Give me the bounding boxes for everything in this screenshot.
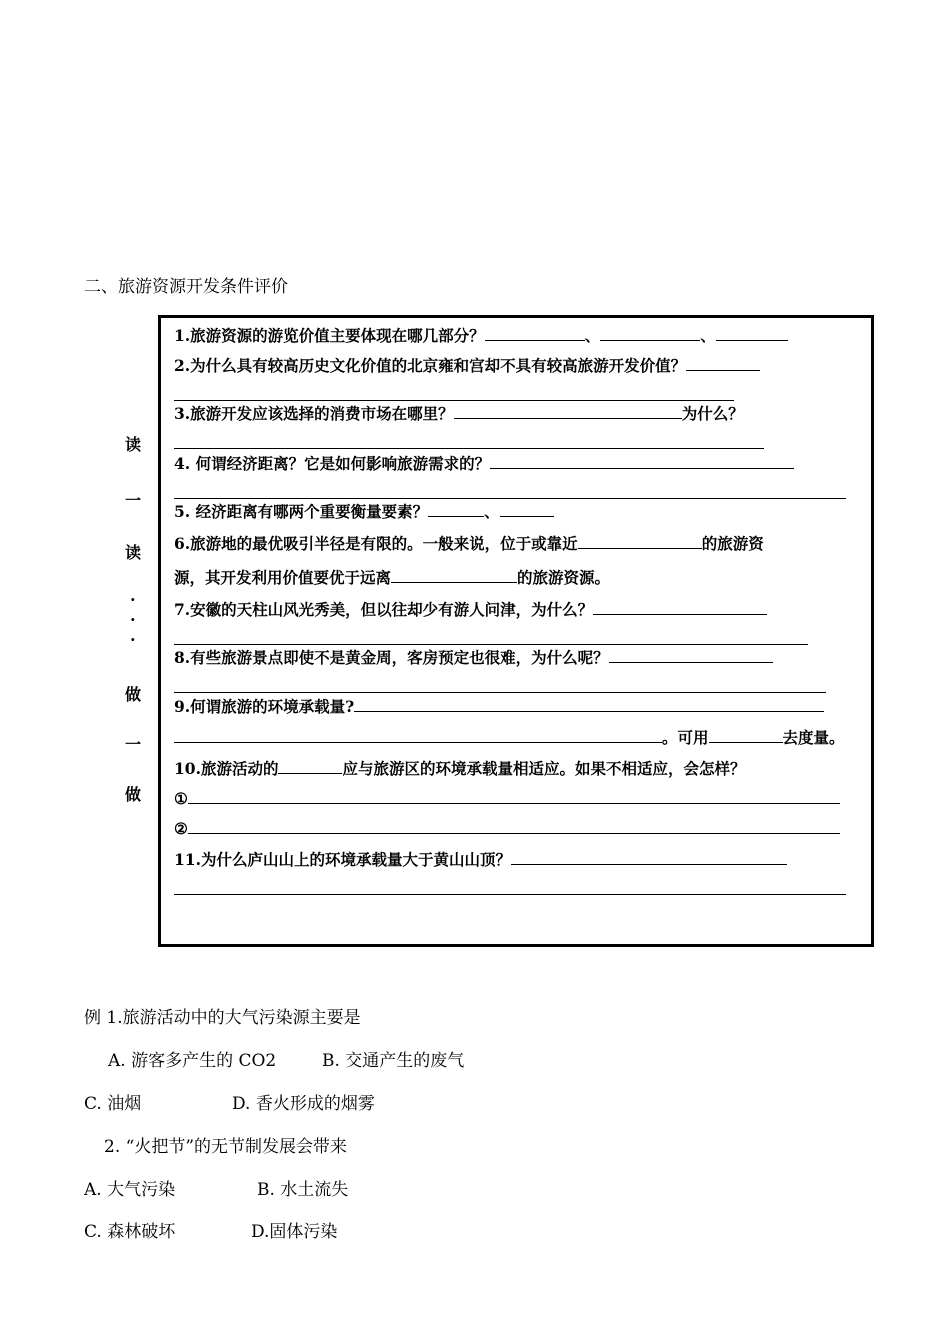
question-2-text: 2.为什么具有较高历史文化价值的北京雍和宫却不具有较高旅游开发价值？ bbox=[174, 356, 687, 375]
question-9-tail: 去度量。 bbox=[782, 728, 845, 747]
question-3-tail: 为什么？ bbox=[681, 404, 744, 423]
answer-blank[interactable] bbox=[578, 532, 702, 549]
example-1-question: 例 1.旅游活动中的大气污染源主要是 bbox=[84, 1008, 361, 1028]
side-label-char: 读 bbox=[125, 435, 142, 454]
example-1-option-b[interactable]: B. 交通产生的废气 bbox=[322, 1051, 465, 1071]
answer-line[interactable] bbox=[174, 498, 846, 499]
answer-blank[interactable] bbox=[188, 817, 840, 834]
answer-line[interactable] bbox=[174, 692, 826, 693]
separator: 、 bbox=[584, 326, 601, 345]
answer-marker-1: ① bbox=[174, 789, 188, 808]
answer-line[interactable] bbox=[174, 448, 764, 449]
question-8 bbox=[174, 646, 773, 668]
side-label-char: 读 bbox=[125, 543, 142, 562]
section-title: 二、旅游资源开发条件评价 bbox=[84, 277, 288, 297]
question-1 bbox=[174, 324, 788, 346]
example-2-option-d[interactable]: D.固体污染 bbox=[251, 1222, 338, 1242]
separator: 、 bbox=[700, 326, 716, 345]
question-10-tail: 应与旅游区的环境承载量相适应。如果不相适应，会怎样？ bbox=[342, 759, 746, 778]
example-2-option-b[interactable]: B. 水土流失 bbox=[257, 1180, 349, 1200]
question-3 bbox=[174, 402, 744, 424]
side-label-dot: · bbox=[130, 630, 136, 649]
answer-blank[interactable] bbox=[609, 646, 773, 663]
answer-blank[interactable] bbox=[454, 402, 682, 419]
side-label-dot: · bbox=[130, 610, 136, 629]
answer-blank[interactable] bbox=[600, 324, 700, 341]
answer-blank[interactable] bbox=[354, 695, 824, 712]
answer-blank[interactable] bbox=[716, 324, 788, 341]
example-2-option-a[interactable]: A. 大气污染 bbox=[84, 1180, 176, 1200]
example-1-option-c[interactable]: C. 油烟 bbox=[84, 1094, 142, 1114]
question-11-text: 11.为什么庐山山上的环境承载量大于黄山山顶？ bbox=[174, 850, 511, 869]
answer-blank[interactable] bbox=[709, 726, 783, 743]
answer-blank[interactable] bbox=[686, 354, 760, 371]
question-1-text: 1.旅游资源的游览价值主要体现在哪几部分？ bbox=[174, 326, 485, 345]
question-6-text: 6.旅游地的最优吸引半径是有限的。一般来说，位于或靠近 bbox=[174, 534, 578, 553]
answer-blank[interactable] bbox=[174, 726, 662, 743]
question-10-text: 10.旅游活动的 bbox=[174, 759, 279, 778]
question-10-answer-2 bbox=[174, 817, 840, 839]
question-10-answer-1 bbox=[174, 787, 840, 809]
separator: 、 bbox=[484, 502, 500, 521]
answer-line[interactable] bbox=[174, 894, 846, 895]
question-6-line-1 bbox=[174, 532, 764, 554]
question-6-text-2: 源，其开发利用价值要优于远离 bbox=[174, 568, 392, 587]
question-5 bbox=[174, 500, 554, 522]
answer-blank[interactable] bbox=[188, 787, 840, 804]
side-label-char: 做 bbox=[125, 685, 142, 704]
answer-blank[interactable] bbox=[485, 324, 585, 341]
question-9 bbox=[174, 695, 824, 717]
question-6-line-2 bbox=[174, 566, 610, 588]
answer-blank[interactable] bbox=[278, 757, 342, 774]
example-1-option-a[interactable]: A. 游客多产生的 CO2 bbox=[108, 1051, 277, 1071]
example-2-question: 2. “火把节”的无节制发展会带来 bbox=[104, 1137, 348, 1157]
answer-line[interactable] bbox=[174, 644, 808, 645]
answer-blank[interactable] bbox=[391, 566, 517, 583]
question-11 bbox=[174, 848, 787, 870]
question-6-tail-2: 的旅游资源。 bbox=[517, 568, 611, 587]
example-1-option-d[interactable]: D. 香火形成的烟雾 bbox=[232, 1094, 375, 1114]
question-10 bbox=[174, 757, 745, 779]
answer-blank[interactable] bbox=[593, 598, 767, 615]
question-4 bbox=[174, 452, 794, 474]
answer-line[interactable] bbox=[174, 400, 734, 401]
question-9-text: 9.何谓旅游的环境承载量? bbox=[174, 697, 355, 716]
question-5-text: 5. 经济距离有哪两个重要衡量要素？ bbox=[174, 502, 429, 521]
side-label-char: 一 bbox=[125, 735, 142, 754]
question-7-text: 7.安徽的天柱山风光秀美，但以往却少有游人问津，为什么？ bbox=[174, 600, 594, 619]
question-6-tail: 的旅游资 bbox=[701, 534, 764, 553]
answer-blank[interactable] bbox=[490, 452, 794, 469]
question-3-text: 3.旅游开发应该选择的消费市场在哪里？ bbox=[174, 404, 454, 423]
answer-blank[interactable] bbox=[511, 848, 787, 865]
answer-marker-2: ② bbox=[174, 819, 188, 838]
answer-blank[interactable] bbox=[500, 500, 554, 517]
question-8-text: 8.有些旅游景点即使不是黄金周，客房预定也很难，为什么呢？ bbox=[174, 648, 609, 667]
side-label-char: 做 bbox=[125, 785, 142, 804]
question-9-mid: 。可用 bbox=[662, 728, 709, 747]
side-label-dot: · bbox=[130, 590, 136, 609]
example-2-option-c[interactable]: C. 森林破坏 bbox=[84, 1222, 176, 1242]
question-2 bbox=[174, 354, 760, 376]
question-9-line-2 bbox=[174, 726, 845, 748]
answer-blank[interactable] bbox=[428, 500, 484, 517]
question-7 bbox=[174, 598, 767, 620]
question-4-text: 4. 何谓经济距离？它是如何影响旅游需求的？ bbox=[174, 454, 491, 473]
side-label-char: 一 bbox=[125, 491, 142, 510]
